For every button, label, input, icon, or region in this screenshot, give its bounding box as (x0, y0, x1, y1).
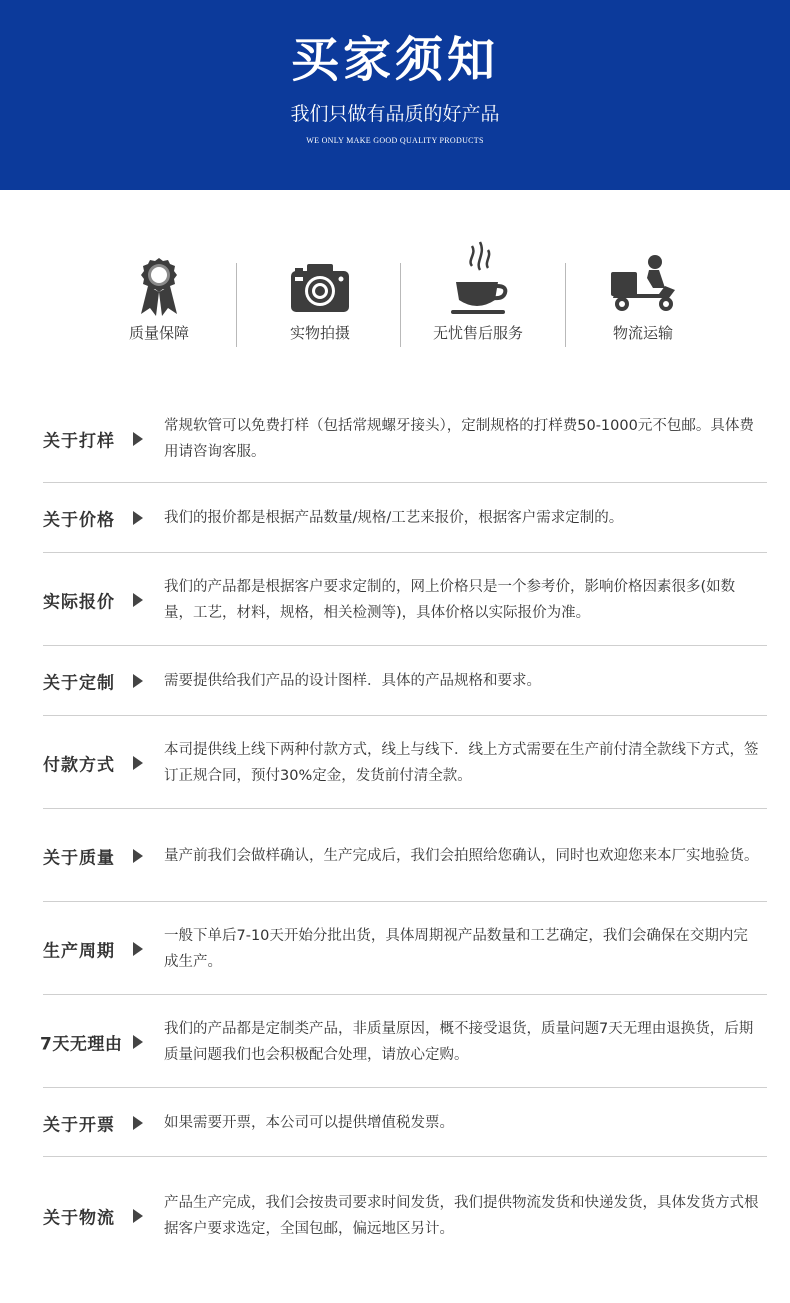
faq-row-custom (43, 646, 767, 716)
faq-key: 关于定制 (43, 673, 115, 694)
triangle-right-icon (133, 756, 143, 770)
triangle-right-icon (133, 432, 143, 446)
faq-row-lead-time (43, 902, 767, 995)
faq-key: 付款方式 (43, 755, 115, 775)
faq-row-returns (40, 995, 767, 1088)
faq-value: 我们的产品都是定制类产品，非质量原因，概不接受退货，质量问题7天无理由退换货，后期质量问题我们也会积极配合处理，请放心定购。 (164, 1020, 754, 1063)
faq-value: 我们的产品都是根据客户要求定制的，网上价格只是一个参考价，影响价格因素很多(如数量，工艺，材料，规格，相关检测等)，具体价格以实际报价为准。 (164, 578, 736, 621)
faq-value: 需要提供给我们产品的设计图样．具体的产品规格和要求。 (164, 673, 541, 689)
faq-value: 我们的报价都是根据产品数量/规格/工艺来报价，根据客户需求定制的。 (164, 510, 624, 526)
faq-row-price (43, 483, 767, 553)
faq-value: 常规软管可以免费打样（包括常规螺牙接头），定制规格的打样费50-1000元不包邮。具体费用请咨询客服。 (164, 418, 754, 460)
faq-value: 一般下单后7-10天开始分批出货，具体周期视产品数量和工艺确定，我们会确保在交期内完成生产。 (164, 927, 748, 970)
triangle-right-icon (133, 511, 143, 525)
english-tagline: WE ONLY MAKE GOOD QUALITY PRODUCTS (306, 136, 484, 145)
delivery-scooter-icon (568, 236, 718, 320)
triangle-right-icon (133, 849, 143, 863)
faq-row-payment (43, 716, 767, 809)
faq-key: 关于物流 (43, 1208, 115, 1229)
faq-row-quality (43, 809, 767, 902)
triangle-right-icon (133, 1116, 143, 1130)
feature-icons-row (0, 230, 790, 360)
faq-row-logistics (43, 1157, 767, 1275)
faq-key: 实际报价 (43, 592, 115, 612)
triangle-right-icon (133, 1035, 143, 1049)
faq-value: 产品生产完成，我们会按贵司要求时间发货，我们提供物流发货和快递发货，具体发货方式根据客户要求选定，全国包邮，偏远地区另计。 (164, 1195, 759, 1237)
triangle-right-icon (133, 593, 143, 607)
faq-key: 关于打样 (43, 431, 115, 452)
faq-row-invoice (43, 1088, 767, 1157)
camera-icon (245, 236, 395, 320)
faq-row-actual-quote (43, 553, 767, 646)
feature-divider (236, 263, 237, 347)
feature-label: 无忧售后服务 (432, 324, 523, 342)
award-badge-icon (84, 236, 234, 320)
page-subtitle: 我们只做有品质的好产品 (290, 103, 500, 125)
feature-service (403, 230, 553, 360)
coffee-cup-icon (403, 236, 553, 320)
feature-quality (84, 230, 234, 360)
feature-label: 实物拍摄 (289, 324, 350, 342)
faq-key: 关于开票 (43, 1115, 115, 1135)
faq-value: 量产前我们会做样确认，生产完成后，我们会拍照给您确认，同时也欢迎您来本厂实地验货。 (164, 847, 759, 864)
faq-key: 关于质量 (43, 848, 115, 868)
faq-value: 本司提供线上线下两种付款方式，线上与线下．线上方式需要在生产前付清全款线下方式，签订正规合同，预付30%定金，发货前付清全款。 (164, 741, 759, 784)
page-title: 买家须知 (290, 32, 499, 88)
header-banner (0, 0, 790, 190)
feature-photo (245, 230, 395, 360)
feature-logistics (568, 230, 718, 360)
triangle-right-icon (133, 942, 143, 956)
faq-key: 生产周期 (43, 941, 115, 961)
faq-key: 关于价格 (43, 510, 115, 531)
faq-value: 如果需要开票，本公司可以提供增值税发票。 (164, 1114, 454, 1131)
triangle-right-icon (133, 1209, 143, 1223)
feature-divider (565, 263, 566, 347)
faq-key: 7天无理由 (40, 1034, 123, 1054)
feature-label: 质量保障 (128, 324, 189, 342)
triangle-right-icon (133, 674, 143, 688)
faq-row-sample (43, 395, 767, 483)
feature-divider (400, 263, 401, 347)
feature-label: 物流运输 (612, 324, 673, 342)
